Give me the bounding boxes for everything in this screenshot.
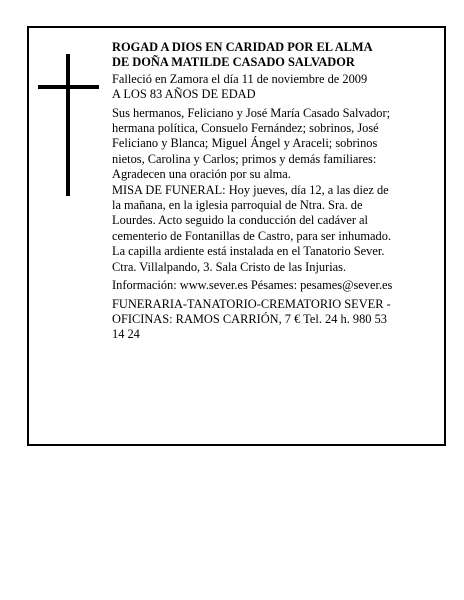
- thanks-line: Agradecen una oración por su alma.: [112, 167, 291, 182]
- death-info: Falleció en Zamora el día 11 de noviembre de 2009: [112, 71, 368, 86]
- obituary-text: [112, 40, 396, 346]
- company-paragraph: FUNERARIA-TANATORIO-CREMATORIO SEVER - OFICINAS: RAMOS CARRIÓN, 7 € Tel. 24 h. 980 53 14 24: [112, 296, 391, 342]
- info-paragraph: Información: www.sever.es Pésames: pesames@sever.es: [112, 278, 393, 293]
- heading-line-2: DE DOÑA MATILDE CASADO SALVADOR: [112, 55, 355, 70]
- heading-line-1: ROGAD A DIOS EN CARIDAD POR EL ALMA: [112, 40, 373, 54]
- cross-icon: [66, 54, 70, 196]
- cross-icon-bar: [38, 85, 99, 89]
- chapel-paragraph: La capilla ardiente está instalada en el Tanatorio Sever. Ctra. Villalpando, 3. Sala Cristo de las Injurias.: [112, 244, 385, 274]
- age-line: A LOS 83 AÑOS DE EDAD: [112, 87, 256, 102]
- funeral-paragraph: MISA DE FUNERAL: Hoy jueves, día 12, a las diez de la mañana, en la iglesia parroquial de Ntra. Sra. de Lourdes. Acto seguido la conducción del cadáver al cementerio de Fontanillas de Castro, para ser inhumado.: [112, 182, 392, 243]
- family-paragraph: Sus hermanos, Feliciano y José María Casado Salvador; hermana política, Consuelo Fernández; sobrinos, José Feliciano y Blanca; Miguel Ángel y Araceli; sobrinos nietos, Carolina y Carlos; primos y demás familiares:: [112, 105, 391, 166]
